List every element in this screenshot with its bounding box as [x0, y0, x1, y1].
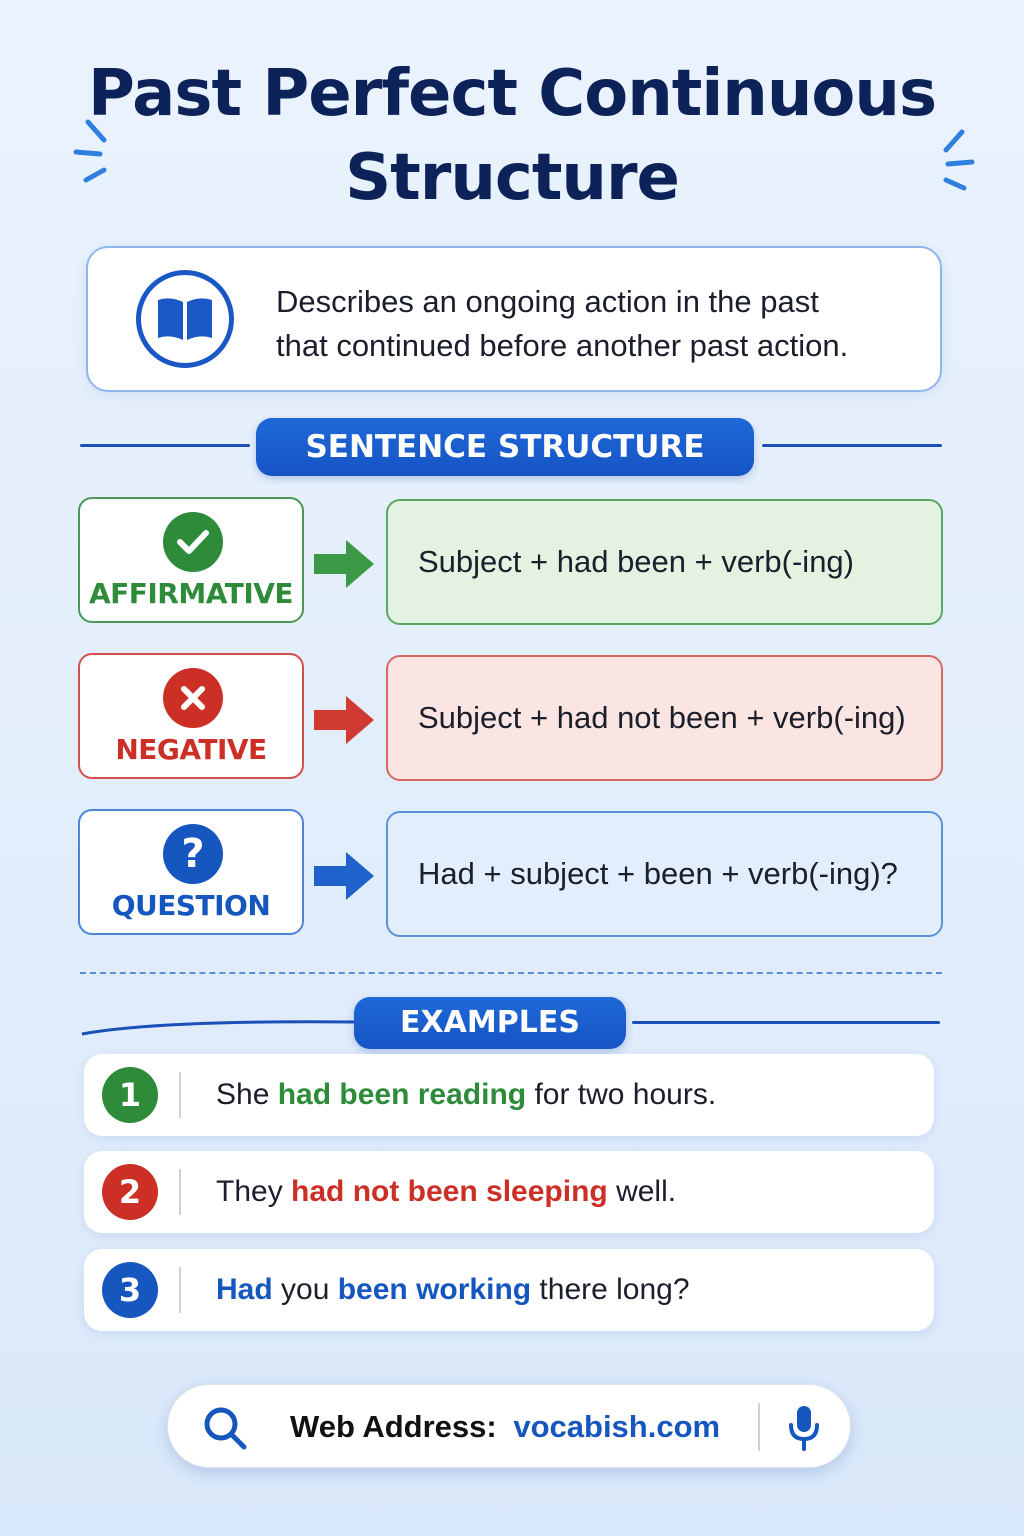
negative-label-box: [78, 653, 304, 779]
example-sentence: [216, 1249, 690, 1331]
examples-heading: EXAMPLES: [354, 997, 626, 1049]
check-icon: [163, 512, 223, 572]
divider: [758, 1403, 760, 1451]
example-card: [84, 1249, 934, 1331]
question-label: QUESTION: [111, 889, 271, 922]
divider: [179, 1169, 181, 1215]
example-text: for two hours.: [526, 1078, 717, 1111]
question-icon: ?: [163, 824, 223, 884]
description-line-1: Describes an ongoing action in the past: [276, 284, 819, 319]
example-sentence: [216, 1151, 676, 1233]
microphone-icon[interactable]: [786, 1403, 822, 1453]
web-address-bar[interactable]: [167, 1384, 851, 1468]
example-card: [84, 1054, 934, 1136]
title-line-2: Structure: [345, 141, 679, 215]
divider: [179, 1267, 181, 1313]
title-line-1: Past Perfect Continuous: [87, 57, 937, 131]
sparkle-left-icon: [70, 112, 130, 192]
example-highlight: Had: [216, 1273, 273, 1306]
open-book-icon: [136, 270, 234, 368]
affirmative-label: AFFIRMATIVE: [88, 577, 294, 610]
section-rule-right: [632, 1021, 940, 1024]
arrow-right-icon: [312, 692, 376, 748]
section-rule-left: [80, 444, 250, 447]
example-text: well.: [607, 1175, 677, 1208]
negative-label: NEGATIVE: [115, 733, 267, 766]
description-card: [86, 246, 942, 392]
example-text: you: [272, 1273, 338, 1306]
dashed-divider: [80, 972, 942, 974]
section-rule-right: [762, 444, 942, 447]
number-badge: 3: [102, 1262, 158, 1318]
search-icon[interactable]: [202, 1405, 248, 1451]
negative-formula: Subject + had not been + verb(-ing): [386, 655, 943, 781]
example-text: They: [216, 1175, 292, 1208]
divider: [179, 1072, 181, 1118]
example-text: there long?: [531, 1273, 690, 1306]
web-address-label: Web Address:: [290, 1409, 497, 1444]
example-highlight: been working: [337, 1273, 532, 1306]
number-badge: 2: [102, 1164, 158, 1220]
swoosh-rule-left: [80, 1014, 360, 1038]
description-line-2: that continued before another past action.: [276, 328, 849, 363]
arrow-right-icon: [312, 536, 376, 592]
affirmative-label-box: [78, 497, 304, 623]
description-text: [276, 280, 916, 368]
affirmative-formula: Subject + had been + verb(-ing): [386, 499, 943, 625]
web-address-url[interactable]: vocabish.com: [513, 1409, 721, 1444]
page-title: [0, 52, 1024, 220]
arrow-right-icon: [312, 848, 376, 904]
sparkle-right-icon: [920, 122, 980, 202]
x-icon: [163, 668, 223, 728]
example-highlight: had been reading: [277, 1078, 527, 1111]
example-card: [84, 1151, 934, 1233]
question-formula: Had + subject + been + verb(-ing)?: [386, 811, 943, 937]
example-sentence: [216, 1054, 716, 1136]
question-label-box: [78, 809, 304, 935]
sentence-structure-heading: SENTENCE STRUCTURE: [256, 418, 754, 476]
example-text: She: [216, 1078, 278, 1111]
web-address-text: [290, 1385, 720, 1469]
example-highlight: had not been sleeping: [291, 1175, 608, 1208]
number-badge: 1: [102, 1067, 158, 1123]
